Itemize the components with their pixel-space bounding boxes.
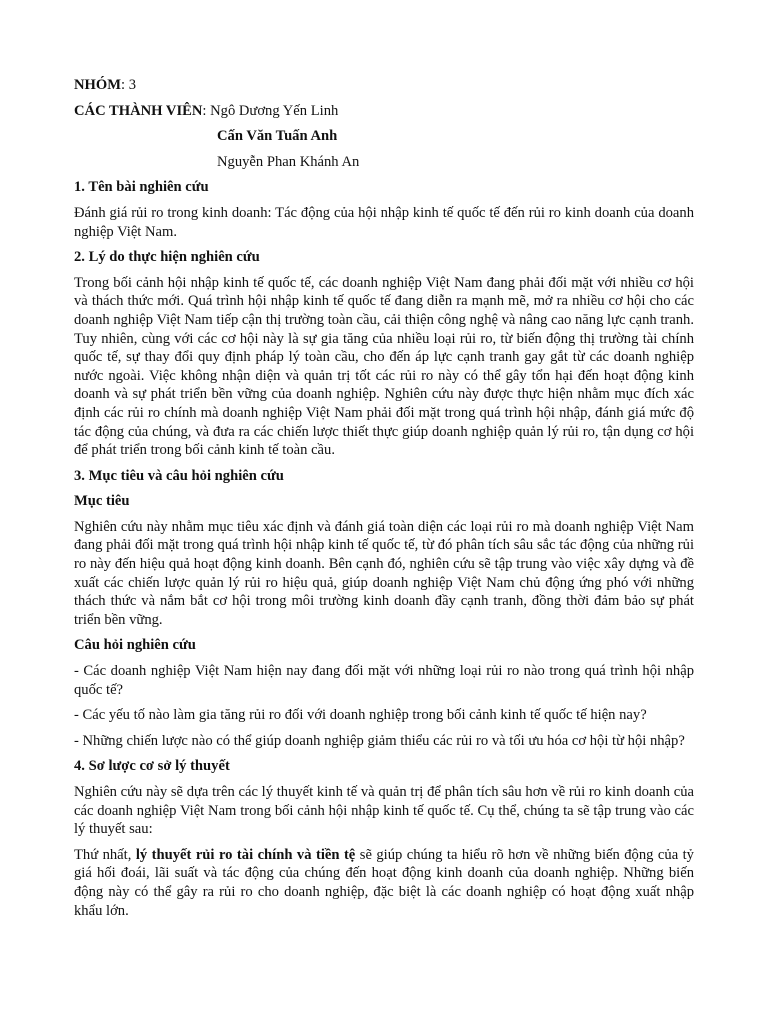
question-2: - Các yếu tố nào làm gia tăng rủi ro đối với doanh nghiệp trong bối cảnh kinh tế quốc tế hiện nay? (74, 707, 647, 724)
goal-text: Nghiên cứu này nhằm mục tiêu xác định và đánh giá toàn diện các loại rủi ro mà doanh nghiệp Việt Nam đang phải đối mặt trong quá trình hội nhập kinh tế quốc tế, từ đó phân tích sâu sắc tác động của những rủi ro này đến hiệu quả hoạt động kinh doanh. Bên cạnh đó, nghiên cứu sẽ tập trung vào việc xây dựng và đề xuất các chiến lược quản lý rủi ro hiệu quả, giúp doanh nghiệp Việt Nam chủ động ứng phó với những thách thức và nắm bắt cơ hội trong môi trường kinh doanh đầy cạnh tranh, đồng thời đảm bảo sự phát triển bền vững. (74, 518, 694, 628)
question-1: - Các doanh nghiệp Việt Nam hiện nay đang đối mặt với những loại rủi ro nào trong quá trình hội nhập quốc tế? (74, 663, 694, 698)
goal-heading: Mục tiêu (74, 493, 130, 510)
members-label: CÁC THÀNH VIÊN (74, 102, 203, 119)
questions-heading: Câu hỏi nghiên cứu (74, 637, 196, 654)
group-line (74, 76, 694, 95)
section-2-text: Trong bối cảnh hội nhập kinh tế quốc tế, các doanh nghiệp Việt Nam đang phải đối mặt với nhiều cơ hội và thách thức mới. Quá trình hội nhập kinh tế quốc tế đang diễn ra mạnh mẽ, mở ra nhiều cơ hội cho các doanh nghiệp Việt Nam tiếp cận thị trường toàn cầu, cải thiện công nghệ và nâng cao năng lực cạnh tranh. Tuy nhiên, cùng với các cơ hội này là sự gia tăng của nhiều loại rủi ro, từ biến động thị trường tài chính quốc tế, sự thay đổi quy định pháp lý toàn cầu, cho đến áp lực cạnh tranh gay gắt từ các doanh nghiệp nước ngoài. Việc không nhận diện và quản trị tốt các rủi ro này có thể gây tổn hại đến hoạt động kinh doanh và sự phát triển bền vững của doanh nghiệp. Nghiên cứu này được thực hiện nhằm mục đích xác định các rủi ro chính mà doanh nghiệp Việt Nam phải đối mặt trong quá trình hội nhập, đánh giá mức độ tác động của chúng, và đưa ra các chiến lược thiết thực giúp doanh nghiệp quản lý rủi ro, tận dụng cơ hội để phát triển trong bối cảnh kinh tế toàn cầu. (74, 274, 694, 459)
member-3: Nguyễn Phan Khánh An (217, 153, 360, 170)
section-1-heading: 1. Tên bài nghiên cứu (74, 179, 209, 196)
group-label: NHÓM (74, 77, 122, 93)
first-theory-name: lý thuyết rủi ro tài chính và tiền tệ (135, 846, 356, 863)
question-3: - Những chiến lược nào có thể giúp doanh nghiệp giảm thiểu các rủi ro và tối ưu hóa cơ hội từ hội nhập? (74, 732, 685, 749)
member-2: Cấn Văn Tuấn Anh (217, 128, 338, 145)
group-value: : 3 (121, 77, 137, 93)
first-theory-text: sẽ giúp chúng ta hiểu rõ hơn về những biến động của tỷ giá hối đoái, lãi suất và tác động của chúng đến hoạt động kinh doanh của doanh nghiệp. Những biến động này có thể gây ra rủi ro cho doanh nghiệp, đặc biệt là các doanh nghiệp có hoạt động xuất nhập khẩu lớn. (74, 846, 694, 919)
section-2-heading: 2. Lý do thực hiện nghiên cứu (74, 249, 260, 266)
section-1-text: Đánh giá rủi ro trong kinh doanh: Tác động của hội nhập kinh tế quốc tế đến rủi ro kinh doanh của doanh nghiệp Việt Nam. (74, 204, 694, 240)
first-prefix: Thứ nhất, (74, 846, 136, 863)
section-4-first-theory (74, 846, 694, 920)
members-line (74, 102, 694, 121)
section-4-heading: 4. Sơ lược cơ sở lý thuyết (74, 758, 230, 775)
section-4-intro: Nghiên cứu này sẽ dựa trên các lý thuyết kinh tế và quản trị để phân tích sâu hơn về rủi ro kinh doanh của các doanh nghiệp Việt Nam trong bối cảnh hội nhập kinh tế quốc tế. Cụ thể, chúng ta sẽ tập trung vào các lý thuyết sau: (74, 784, 694, 838)
member-1: : Ngô Dương Yến Linh (202, 102, 339, 119)
section-3-heading: 3. Mục tiêu và câu hỏi nghiên cứu (74, 467, 284, 484)
